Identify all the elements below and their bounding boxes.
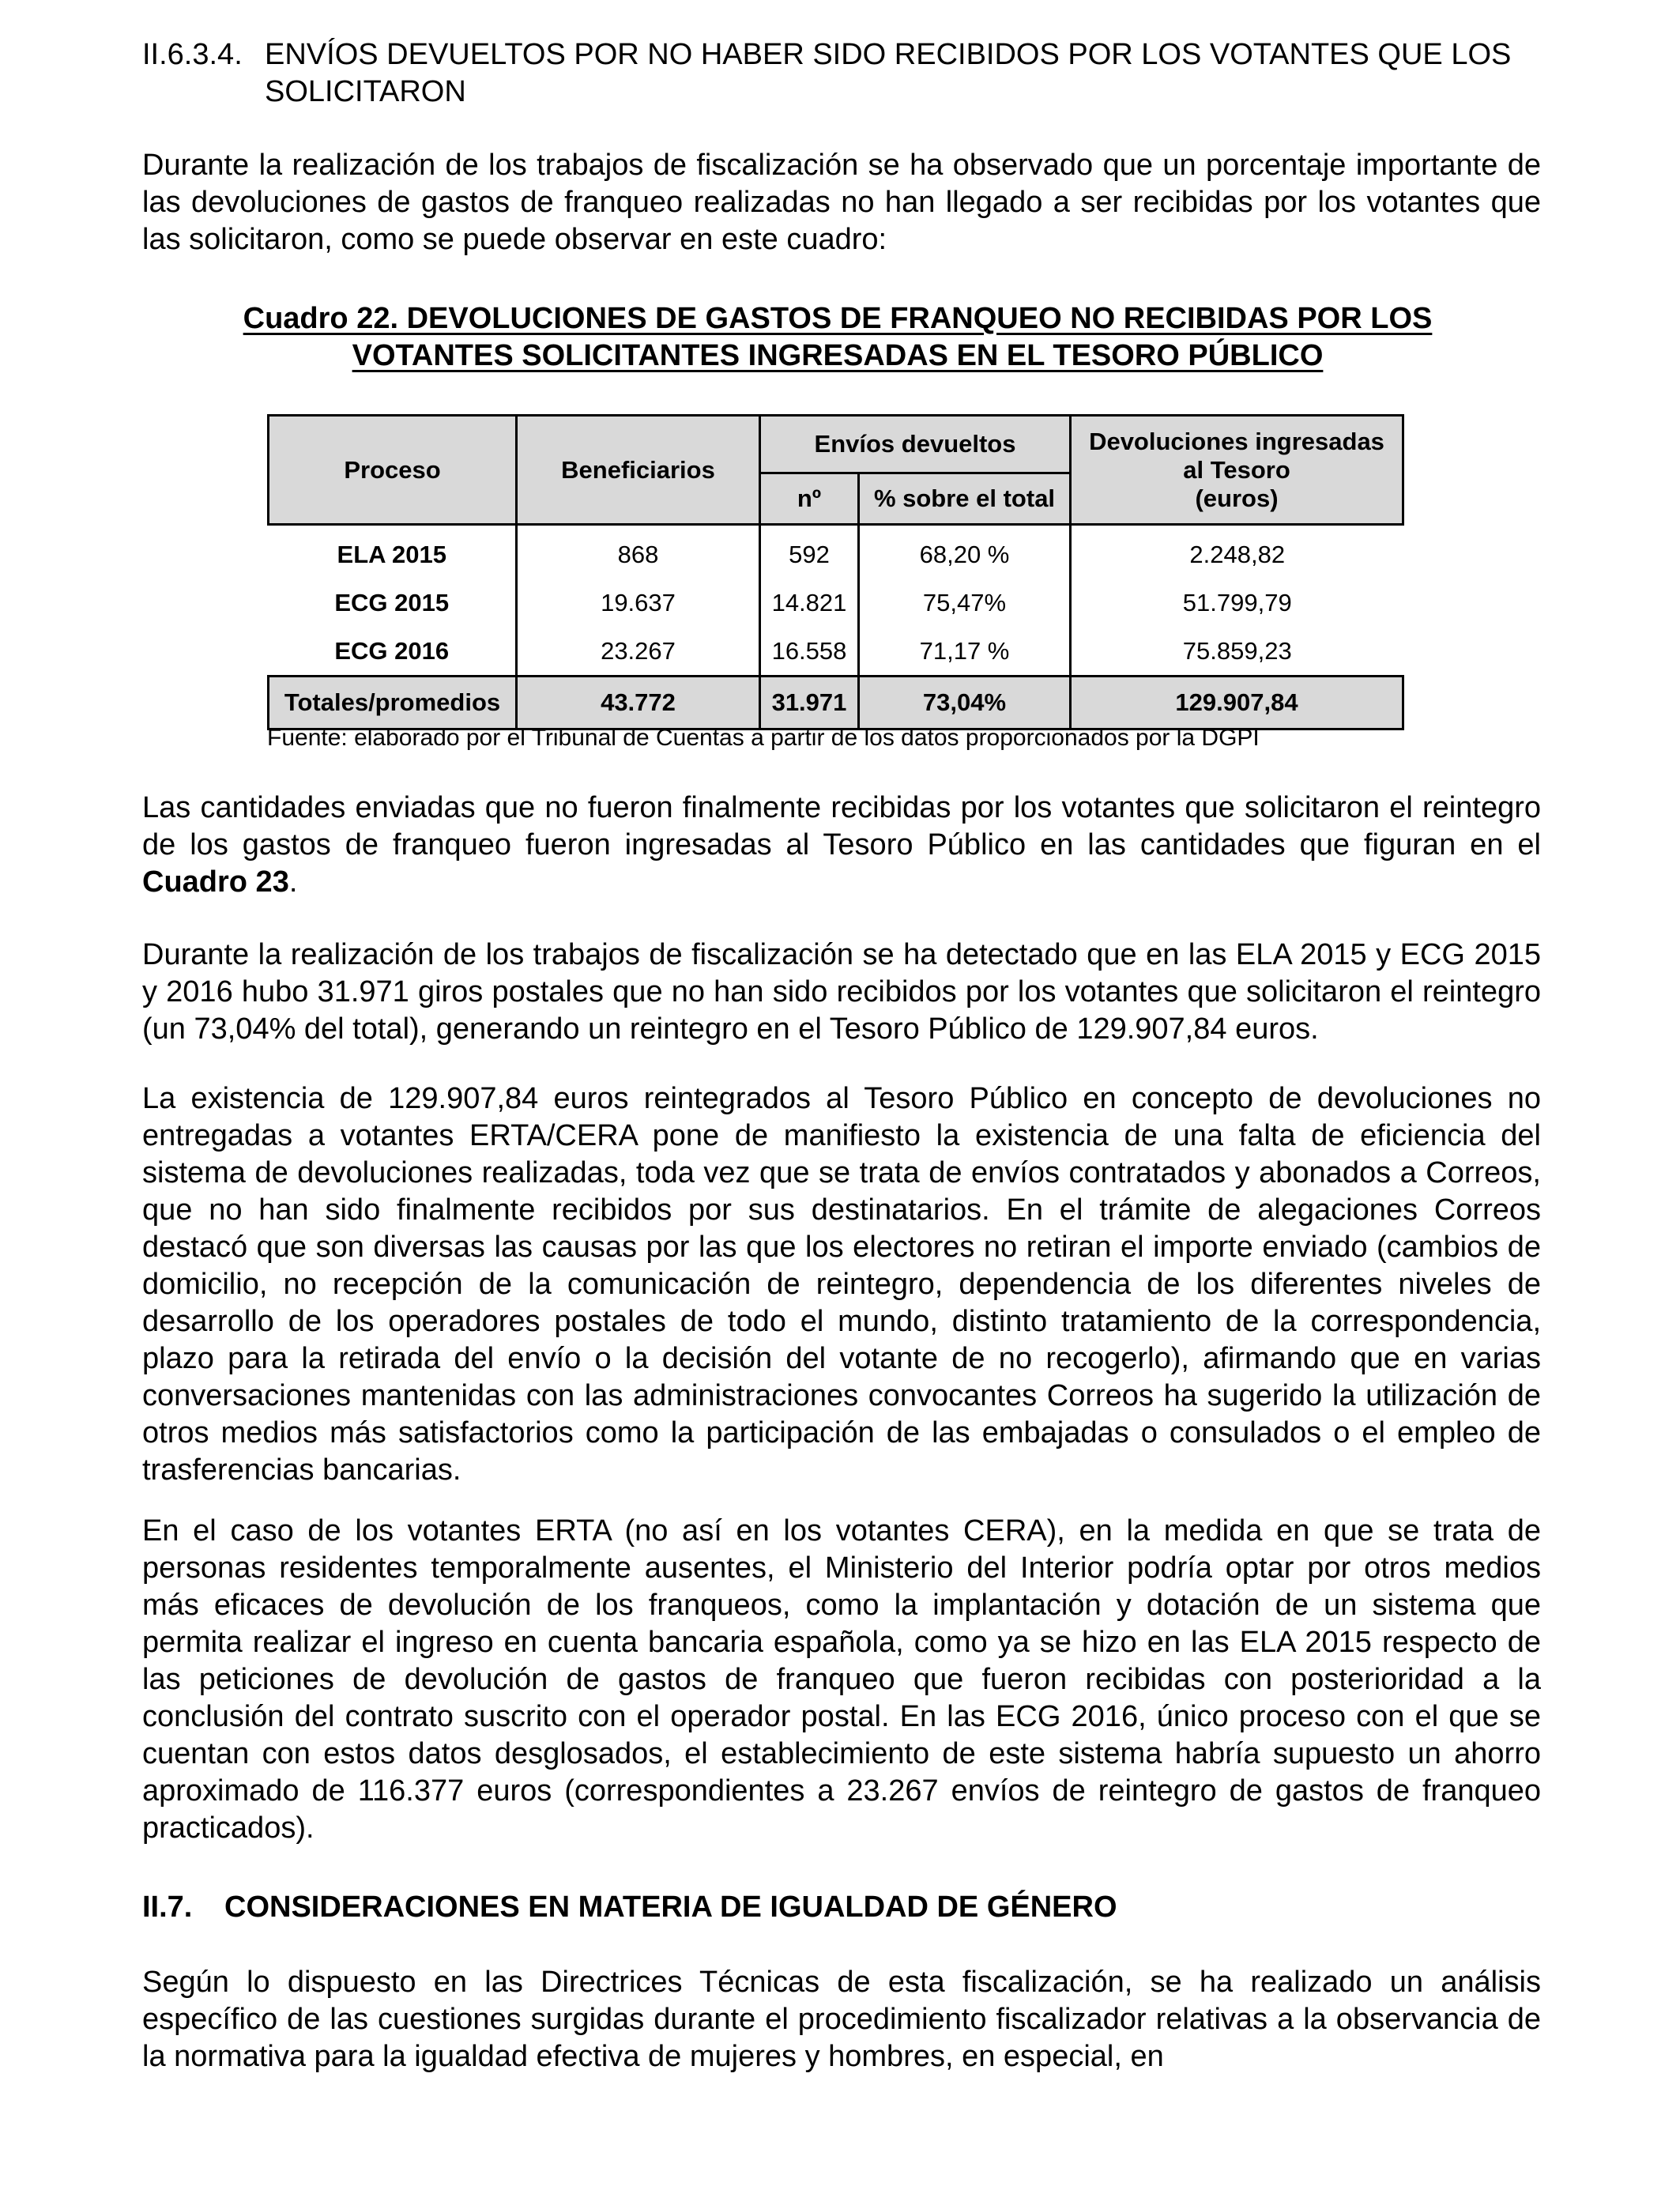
cell-n: 592 — [760, 525, 859, 579]
cell-euros: 51.799,79 — [1071, 579, 1403, 627]
table-row — [269, 579, 1403, 627]
final-paragraph: Según lo dispuesto en las Directrices Técnicas de esta fiscalización, se ha realizado un análisis específico de las cuestiones surgidas durante el procedimiento fiscalizador relativas a la observancia de la normativa para la igualdad efectiva de mujeres y hombres, en especial, en — [142, 1966, 1541, 2073]
intro-paragraph: Durante la realización de los trabajos de fiscalización se ha observado que un porcentaje importante de las devoluciones de gastos de franqueo realizadas no han llegado a ser recibidas por los votantes que las solicitaron, como se puede observar en este cuadro: — [142, 149, 1541, 256]
table-row — [269, 627, 1403, 677]
cell-proceso: ECG 2016 — [334, 636, 450, 665]
table-caption — [182, 300, 1494, 375]
table-source: Fuente: elaborado por el Tribunal de Cuentas a partir de los datos proporcionados por la DGPI — [267, 725, 1260, 751]
total-proceso: Totales/promedios — [269, 677, 517, 729]
paragraph-4: En el caso de los votantes ERTA (no así en los votantes CERA), en la medida en que se trata de personas residentes temporalmente ausentes, el Ministerio del Interior podría optar por otros medios más eficaces de devolución de los franqueos, como la implantación y dotación de un sistema que permita realizar el ingreso en cuenta bancaria española, como ya se hizo en las ELA 2015 respecto de las peticiones de devolución de gastos de franqueo que fueron recibidas con posterioridad a la conclusión del contrato suscrito con el operador postal. En las ECG 2016, único proceso con el que se cuentan con estos datos desglosados, el establecimiento de este sistema habría supuesto un ahorro aproximado de 116.377 euros (correspondientes a 23.267 envíos de reintegro de gastos de franqueo practicados). — [142, 1514, 1541, 1845]
cell-n: 14.821 — [760, 579, 859, 627]
header-devoluciones-l3: (euros) — [1195, 484, 1279, 512]
header-pct: % sobre el total — [859, 473, 1071, 525]
header-beneficiarios: Beneficiarios — [517, 416, 760, 525]
table-caption-line2: VOTANTES SOLICITANTES INGRESADAS EN EL TESORO PÚBLICO — [352, 339, 1324, 372]
section2-title: CONSIDERACIONES EN MATERIA DE IGUALDAD DE GÉNERO — [224, 1891, 1117, 1924]
cell-beneficiarios: 19.637 — [517, 579, 760, 627]
header-devoluciones-l1: Devoluciones ingresadas — [1089, 427, 1384, 455]
paragraph-1-text: Las cantidades enviadas que no fueron finalmente recibidas por los votantes que solicitaron el reintegro de los gastos de franqueo fueron ingresadas al Tesoro Público en las cantidades que figuran en el — [142, 791, 1541, 861]
section2-number: II.7. — [142, 1891, 193, 1924]
cell-euros: 2.248,82 — [1071, 525, 1403, 579]
cell-pct: 68,20 % — [859, 525, 1071, 579]
paragraph-1-bold: Cuadro 23 — [142, 865, 289, 899]
section-title: ENVÍOS DEVUELTOS POR NO HABER SIDO RECIBIDOS POR LOS VOTANTES QUE LOS SOLICITARON — [265, 38, 1512, 108]
header-proceso: Proceso — [269, 416, 517, 525]
total-n: 31.971 — [760, 677, 859, 729]
paragraph-1-end: . — [288, 865, 298, 899]
header-devoluciones — [1071, 416, 1403, 525]
cell-pct: 75,47% — [859, 579, 1071, 627]
cell-n: 16.558 — [760, 627, 859, 677]
total-pct: 73,04% — [859, 677, 1071, 729]
cell-beneficiarios: 23.267 — [517, 627, 760, 677]
totals-row — [269, 677, 1403, 729]
paragraph-2: Durante la realización de los trabajos de fiscalización se ha detectado que en las ELA 2015 y ECG 2015 y 2016 hubo 31.971 giros postales que no han sido recibidos por los votantes que solicitaron el reintegro (un 73,04% del total), generando un reintegro en el Tesoro Público de 129.907,84 euros. — [142, 938, 1541, 1046]
section2-heading — [142, 1889, 1541, 1926]
cell-proceso: ECG 2015 — [334, 588, 450, 616]
data-table — [267, 414, 1404, 730]
paragraph-1 — [142, 790, 1541, 901]
table-caption-line1: Cuadro 22. DEVOLUCIONES DE GASTOS DE FRANQUEO NO RECIBIDAS POR LOS — [243, 302, 1433, 335]
header-envios: Envíos devueltos — [760, 416, 1071, 473]
total-beneficiarios: 43.772 — [517, 677, 760, 729]
cell-euros: 75.859,23 — [1071, 627, 1403, 677]
table-row — [269, 525, 1403, 579]
cell-proceso: ELA 2015 — [337, 540, 446, 568]
cell-pct: 71,17 % — [859, 627, 1071, 677]
section-number: II.6.3.4. — [142, 38, 243, 71]
header-n: nº — [760, 473, 859, 525]
header-devoluciones-l2: al Tesoro — [1183, 455, 1290, 484]
cell-beneficiarios: 868 — [517, 525, 760, 579]
section-heading — [142, 36, 1541, 111]
total-euros: 129.907,84 — [1071, 677, 1403, 729]
paragraph-3: La existencia de 129.907,84 euros reintegrados al Tesoro Público en concepto de devoluciones no entregadas a votantes ERTA/CERA pone de manifiesto la existencia de una falta de eficiencia del sistema de devoluciones realizadas, toda vez que se trata de envíos contratados y abonados a Correos, que no han sido finalmente recibidos por sus destinatarios. En el trámite de alegaciones Correos destacó que son diversas las causas por las que los electores no retiran el importe enviado (cambios de domicilio, no recepción de la comunicación de reintegro, dependencia de los diferentes niveles de desarrollo de los operadores postales de todo el mundo, distinto tratamiento de la correspondencia, plazo para la retirada del envío o la decisión del votante de no recogerlo), afirmando que en varias conversaciones mantenidas con las administraciones convocantes Correos ha sugerido la utilización de otros medios más satisfactorios como la participación de las embajadas o consulados o el empleo de trasferencias bancarias. — [142, 1082, 1541, 1487]
